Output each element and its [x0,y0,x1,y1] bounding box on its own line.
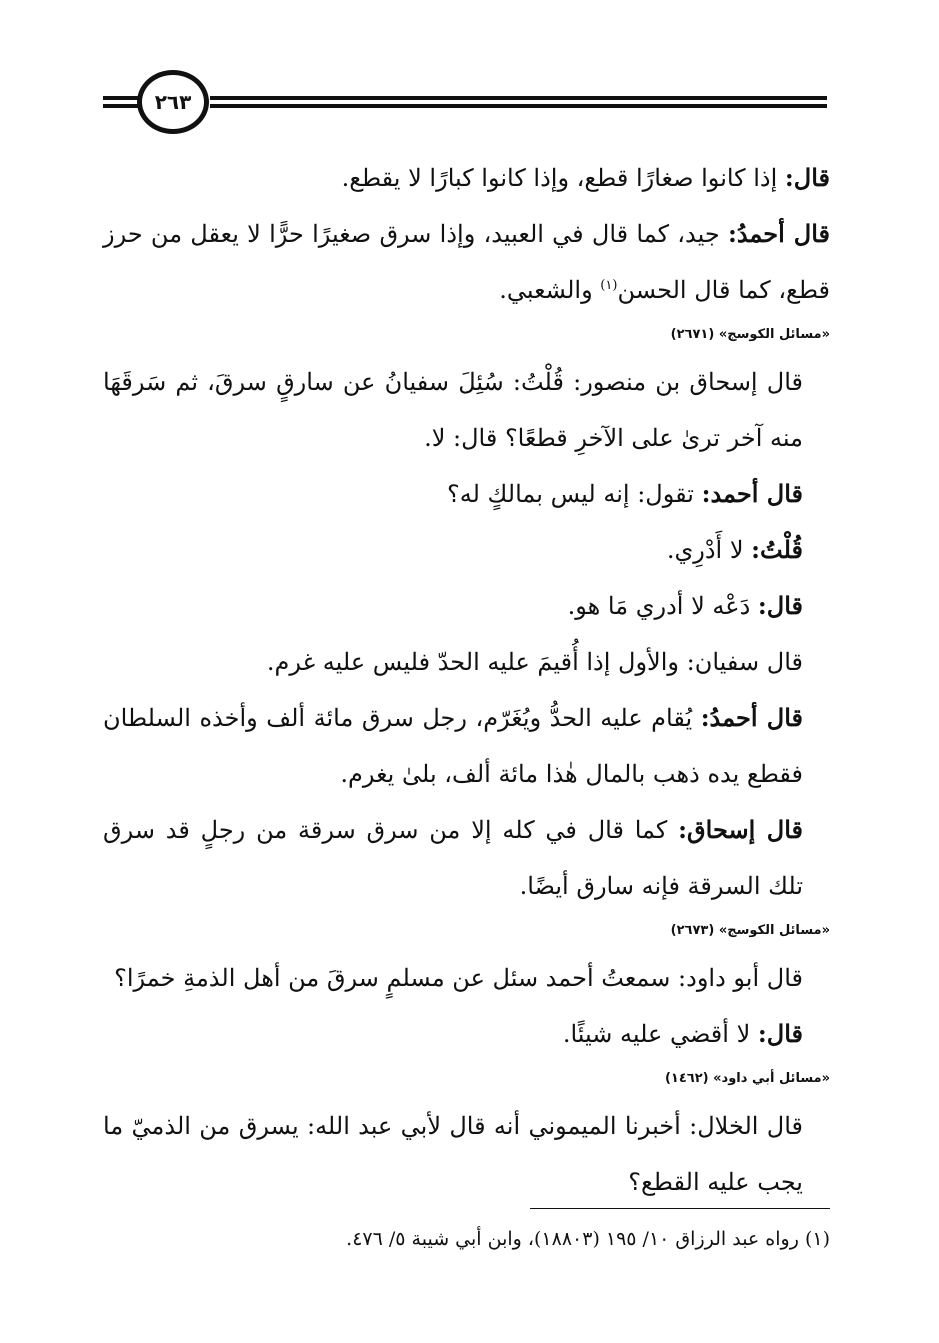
paragraph-text: إذا كانوا صغارًا قطع، وإذا كانوا كبارًا لا يقطع. [341,164,778,192]
paragraph [103,1098,830,1210]
paragraph-text: دَعْه لا أدري مَا هو. [567,592,751,620]
paragraph [103,206,830,318]
source-citation: «مسائل الكوسج» (٢٦٧٣) [670,923,830,938]
source-citation: «مسائل أبي داود» (١٤٦٢) [664,1071,830,1086]
paragraph-text: كما قال في كله إلا من سرق سرقة من رجلٍ قد سرق تلك السرقة فإنه سارق أيضًا. [103,816,803,900]
paragraph-text: قال إسحاق بن منصور: قُلْتُ: سُئِلَ سفيانُ عن سارقٍ سرقَ، ثم سَرقَهَا منه آخر ترىٰ على الآخرِ قطعًا؟ قال: لا. [103,368,803,452]
paragraph [103,354,830,466]
paragraph-text: جيد، كما قال في العبيد، وإذا سرق صغيرًا حرًّا لا يعقل من حرز قطع، كما قال الحسن [103,220,830,304]
speaker-label: قال: [757,1019,803,1048]
paragraph-text: قال الخلال: أخبرنا الميموني أنه قال لأبي عبد الله: يسرق من الذميّ ما يجب عليه القطع؟ [103,1112,803,1196]
footnote [103,1222,830,1256]
page-body [103,150,830,1210]
speaker-label: قال: [757,591,803,620]
paragraph [103,522,830,578]
paragraph-text: والشعبي. [499,276,593,304]
speaker-label: قال أحمدُ: [727,219,830,248]
header-rule [210,104,827,108]
footnote-number: (١) [804,1228,830,1250]
paragraph-text: قال أبو داود: سمعتُ أحمد سئل عن مسلمٍ سرقَ من أهل الذمةِ خمرًا؟ [114,964,803,992]
speaker-label: قال إسحاق: [678,815,803,844]
header-rule [210,96,827,100]
page-number: ٢٦٣ [154,90,192,114]
footnote-separator [530,1208,830,1209]
paragraph [103,950,830,1006]
paragraph [103,1006,830,1062]
paragraph-text: لا أقضي عليه شيئًا. [562,1020,751,1048]
page-number-badge [137,70,209,134]
footnote-text: رواه عبد الرزاق ١٠/ ١٩٥ (١٨٨٠٣)، وابن أبي شيبة ٥/ ٤٧٦. [346,1228,799,1250]
header-rule [103,96,140,100]
speaker-label: قال أحمد: [701,479,803,508]
page-header [0,70,939,140]
paragraph [103,466,830,522]
paragraph [103,634,830,690]
paragraph-text: قال سفيان: والأول إذا أُقيمَ عليه الحدّ فليس عليه غرم. [266,648,803,676]
paragraph [103,150,830,206]
paragraph [103,690,830,802]
speaker-label: قال: [784,163,830,192]
paragraph [103,578,830,634]
paragraph-text: لا أَدْرِي. [666,536,744,564]
paragraph [103,802,830,914]
paragraph-text: تقول: إنه ليس بمالكٍ له؟ [446,480,694,508]
header-rule [103,104,140,108]
speaker-label: قُلْتُ: [751,535,803,564]
paragraph-text: يُقام عليه الحدُّ ويُغَرّم، رجل سرق مائة ألف وأخذه السلطان فقطع يده ذهب بالمال هٰذا مائة ألف، بلىٰ يغرم. [103,704,803,788]
source-citation: «مسائل الكوسج» (٢٦٧١) [670,327,830,342]
speaker-label: قال أحمدُ: [700,703,803,732]
footnote-marker[interactable]: (١) [600,278,618,293]
